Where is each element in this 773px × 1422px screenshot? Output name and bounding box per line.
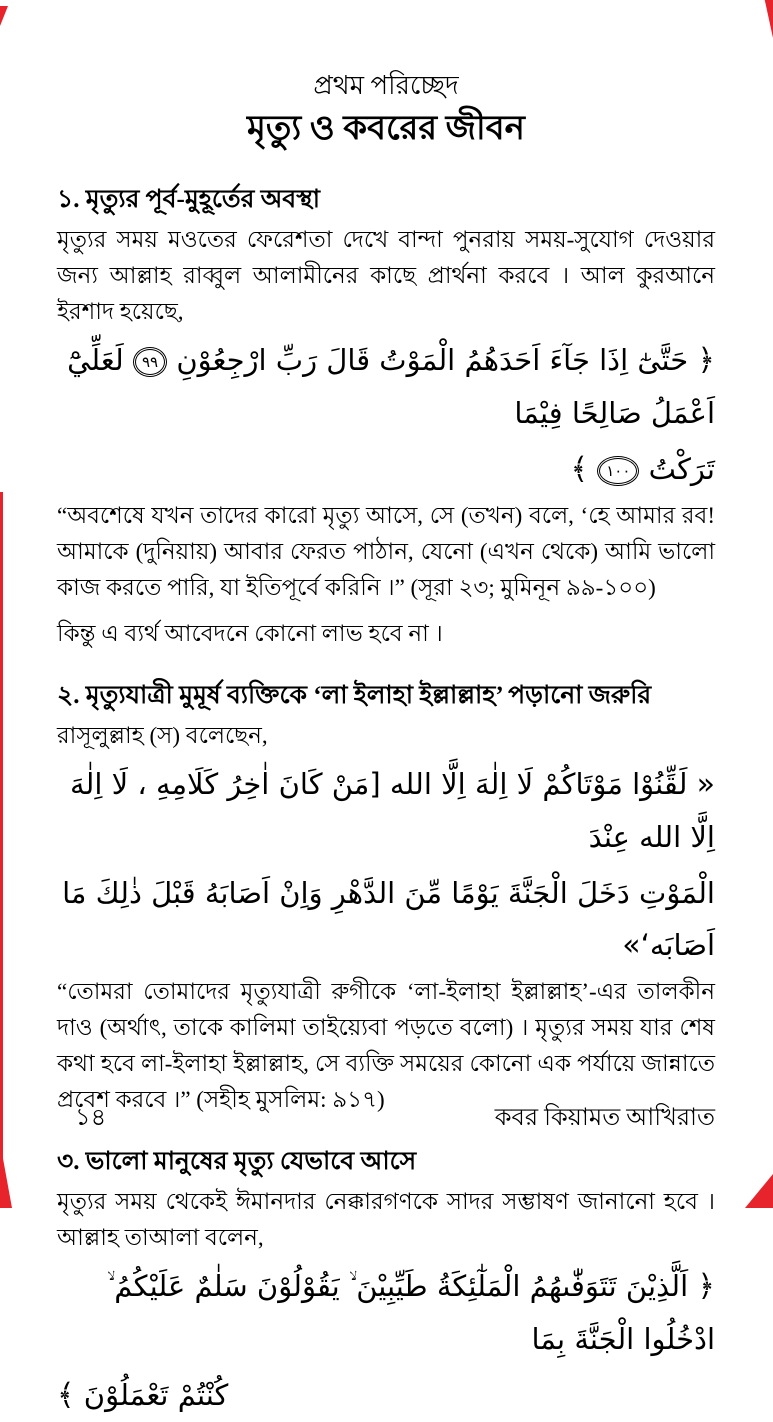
ornate-close-bracket: ﴾ [570, 452, 589, 487]
aya-badge-100: ١٠٠ [597, 456, 639, 486]
ornate-open-bracket-2: ﴿ [697, 1269, 715, 1304]
hadith-text-b: الْمَوْتِ دَخَلَ الْجَنَّةَ يَوْمًا مِّنَ الدَّهْرِ وَاِنْ اَصَابَهُ قَبْلَ ذٰلِكَ مَا اَصَابَه‘ [62, 876, 715, 962]
page-footer [57, 1102, 715, 1134]
arabic-close-quote: » [622, 928, 641, 963]
verse-1-text-b: لَعَلِّيْٓ اَعْمَلُ صَالِحًا فِيْمَا [67, 343, 715, 430]
verse-2-line-1 [57, 1260, 715, 1365]
section-3-intro: মৃত্যুর সময় থেকেই ঈমানদার নেক্কারগণকে সাদর সম্ভাষণ জানানো হবে । আল্লাহ তাআলা বলেন, [57, 1189, 715, 1250]
verse-1-line-1 [57, 334, 715, 439]
verse-2-text-b: كُنْتُمْ تَعْمَلُوْنَ [83, 1378, 229, 1412]
page-title: মৃত্যু ও কবরের জীবন [247, 110, 525, 147]
footer-page-number: ১৪ [75, 1105, 107, 1131]
verse-1-line-2 [57, 443, 715, 496]
hadith-line-1 [57, 758, 715, 863]
hadith-text-a: لَقِّنُوْا مَوْتَاكُمْ لَا اِلٰهَ اِلَّا الله [مَنْ كَانَ اٰخِرُ كَلَامِهِ ، لَا اِلٰهَ اِلَّا الله عِنْدَ [69, 767, 715, 854]
verse-1-text-a: حَتَّىٰٓ اِذَا جَآءَ اَحَدَهُمُ الْمَوْتُ قَالَ رَبِّ ارْجِعُوْنِ [176, 343, 689, 377]
aya-badge-99: ٩٩ [133, 347, 167, 377]
section-3-heading: ৩. ভালো মানুষের মৃত্যু যেভাবে আসে [57, 1148, 417, 1175]
section-1-note: কিন্তু এ ব্যর্থ আবেদনে কোনো লাভ হবে না । [57, 621, 443, 646]
chapter-label: প্রথম পরিচ্ছেদ [313, 71, 459, 100]
ornate-open-bracket: ﴿ [697, 343, 715, 378]
ornate-close-bracket-2: ﴾ [57, 1378, 75, 1413]
section-1-translation: “অবশেষে যখন তাদের কারো মৃত্যু আসে, সে (তখন) বলে, ‘হে আমার রব! আমাকে (দুনিয়ায়) আবার ফেরত পাঠান, যেনো (এখন থেকে) আমি ভালো কাজ করতে পারি, যা ইতিপূর্বে করিনি ।” (সূরা ২৩; মুমিনূন ৯৯-১০০) [57, 503, 715, 600]
section-1-heading: ১. মৃত্যুর পূর্ব-মুহূর্তের অবস্থা [57, 186, 321, 213]
footer-book-title: কবর কিয়ামত আখিরাত [494, 1105, 715, 1131]
verse-2-text-a: اَلَّذِيْنَ تَتَوَفّٰىهُمُ الْمَلٰٓئِكَةُ طَيِّبِيْنَ ۙ يَقُوْلُوْنَ سَلٰمٌ عَلَيْكُمُ ۙ ادْخُلُوا الْجَنَّةَ بِمَا [107, 1269, 715, 1356]
arabic-open-quote: « [696, 767, 715, 802]
section-2-lead: রাসূলুল্লাহ (স) বলেছেন, [57, 723, 268, 748]
verse-1-text-c: تَرَكْتُ [648, 452, 715, 486]
section-2-translation: “তোমরা তোমাদের মৃত্যুযাত্রী রুগীকে ‘লা-ইলাহা ইল্লাল্লাহ’-এর তালকীন দাও (অর্থাৎ, তাকে কালিমা তাইয়্যেবা পড়তে বলো) । মৃত্যুর সময় যার শেষ কথা হবে লা-ইলাহা ইল্লাল্লাহ, সে ব্যক্তি সময়ের কোনো এক পর্যায়ে জান্নাতে প্রবেশ করবে ।” (সহীহ মুসলিম: ৯১৭) [57, 979, 715, 1112]
section-1-intro: মৃত্যুর সময় মওতের ফেরেশতা দেখে বান্দা পুনরায় সময়-সুযোগ দেওয়ার জন্য আল্লাহ রাব্বুল আলামীনের কাছে প্রার্থনা করবে । আল কুরআনে ইরশাদ হয়েছে, [57, 227, 715, 324]
section-2-heading: ২. মৃত্যুযাত্রী মুমূর্ষ ব্যক্তিকে ‘লা ইলাহা ইল্লাল্লাহ’ পড়ানো জরুরি [57, 682, 652, 709]
scan-artifact-left-edge [0, 492, 3, 1208]
hadith-line-2 [57, 867, 715, 972]
verse-2-line-2 [57, 1369, 715, 1422]
